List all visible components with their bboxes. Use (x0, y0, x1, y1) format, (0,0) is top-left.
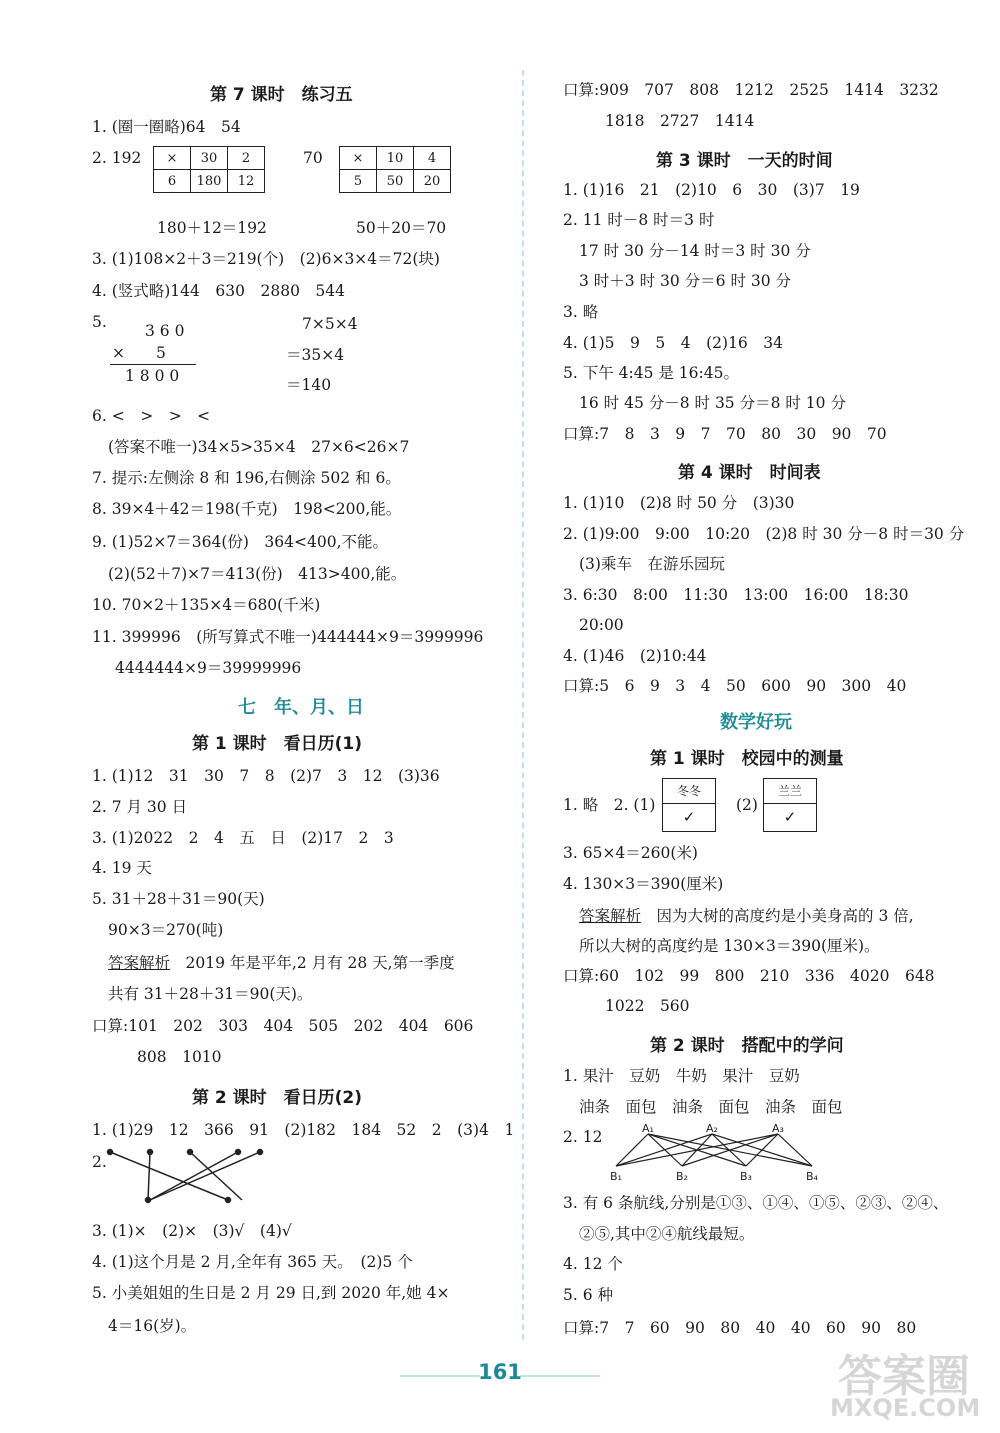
lesson-heading: 第 2 课时 看日历(2) (192, 1088, 363, 1108)
answer-line: 2. 7 月 30 日 (92, 798, 188, 816)
answer-line: (答案不唯一)34×5>35×4 27×6<26×7 (108, 438, 410, 456)
explanation-line: 共有 31＋28＋31＝90(天)。 (108, 985, 313, 1003)
calc-rule (110, 364, 196, 365)
mental-math-line: 1818 2727 1414 (605, 112, 755, 130)
answer-line: 5. 6 种 (563, 1286, 614, 1304)
answer-line: 3. 略 (563, 303, 599, 321)
check-icon: ✓ (682, 808, 696, 826)
point-label: A₁ (642, 1122, 654, 1135)
answer-line: 5. 下午 4:45 是 16:45。 (563, 364, 739, 382)
point-label: A₃ (772, 1122, 784, 1135)
answer-line: 16 时 45 分－8 时 35 分＝8 时 10 分 (579, 394, 846, 412)
equation: 50＋20＝70 (356, 219, 447, 237)
answer-analysis-tag: 答案解析 (579, 907, 642, 925)
name-box: 兰兰 ✓ (763, 778, 817, 832)
page-ornament (520, 1375, 600, 1377)
answer-line: 1. (1)10 (2)8 时 50 分 (3)30 (563, 494, 795, 512)
answer-line: 2. 192 (92, 149, 142, 167)
mental-math-line: 口算:7 7 60 90 80 40 40 60 90 80 (563, 1319, 917, 1337)
answer-line: 1. 果汁 豆奶 牛奶 果汁 豆奶 (563, 1067, 800, 1085)
lesson-heading: 第 1 课时 看日历(1) (192, 734, 363, 754)
mental-math-line: 口算:7 8 3 9 7 70 80 30 90 70 (563, 425, 887, 443)
answer-line: 1. (1)29 12 366 91 (2)182 184 52 2 (3)4 1 (92, 1121, 515, 1139)
answer-line: 4. (1)这个月是 2 月,全年有 365 天。 (2)5 个 (92, 1253, 413, 1271)
answer-line: 8. 39×4＋42＝198(千克) 198<200,能。 (92, 500, 402, 518)
multiplication-grid: × 30 2 6 180 12 (153, 146, 265, 193)
answer-line: (2)(52＋7)×7＝413(份) 413>400,能。 (108, 565, 407, 583)
answer-line: 70 (303, 149, 323, 167)
unit-title: 数学好玩 (720, 712, 792, 733)
column-divider (522, 70, 524, 1340)
answer-line: 2. (92, 1153, 107, 1171)
equation: 7×5×4 (302, 315, 358, 333)
answer-line: 3 时＋3 时 30 分＝6 时 30 分 (579, 272, 792, 290)
mental-math-line: 口算:909 707 808 1212 2525 1414 3232 (563, 81, 939, 99)
answer-line: 11. 399996 (所写算式不唯一)444444×9＝3999996 (92, 628, 484, 646)
answer-line: 3. (1)× (2)× (3)√ (4)√ (92, 1222, 292, 1240)
answer-line: 4＝16(岁)。 (108, 1317, 197, 1335)
point-label: A₂ (706, 1122, 718, 1135)
answer-analysis-tag: 答案解析 (108, 954, 171, 972)
answer-line: (2) (736, 796, 758, 814)
mental-math-line: 808 1010 (137, 1048, 222, 1066)
equation: ＝140 (286, 376, 332, 394)
answer-line: 2. 12 (563, 1128, 603, 1146)
answer-line: 4. 12 个 (563, 1255, 623, 1273)
point-label: B₁ (610, 1170, 622, 1182)
equation: 180＋12＝192 (157, 219, 267, 237)
answer-line: 3. 65×4＝260(米) (563, 844, 698, 862)
answer-line: 6. < > > < (92, 407, 211, 425)
lesson-heading: 第 1 课时 校园中的测量 (650, 749, 844, 769)
answer-line: 4. (1)5 9 5 4 (2)16 34 (563, 334, 784, 352)
answer-line: 5. (92, 313, 107, 331)
explanation-line: 答案解析 因为大树的高度约是小美身高的 3 倍, (579, 907, 914, 925)
explanation-line: 所以大树的高度约是 130×3＝390(厘米)。 (579, 937, 880, 955)
mental-math-line: 口算:5 6 9 3 4 50 600 90 300 40 (563, 677, 907, 695)
answer-line: 3. 有 6 条航线,分别是①③、①④、①⑤、②③、②④、 (563, 1194, 949, 1212)
answer-line: ②⑤,其中②④航线最短。 (579, 1225, 755, 1243)
lesson-heading: 第 2 课时 搭配中的学问 (650, 1036, 844, 1056)
lesson-heading: 第 3 课时 一天的时间 (656, 151, 833, 171)
answer-line: 2. (1)9:00 9:00 10:20 (2)8 时 30 分－8 时＝30 分 (563, 525, 965, 543)
vertical-calc: × 5 (112, 344, 166, 362)
answer-line: 5. 31＋28＋31＝90(天) (92, 890, 265, 908)
answer-line: 3. 6:30 8:00 11:30 13:00 16:00 18:30 (563, 586, 909, 604)
answer-line: 1. 略 2. (1) (563, 796, 656, 814)
matching-lines-diagram (104, 1146, 264, 1210)
answer-line: 7. 提示:左侧涂 8 和 196,右侧涂 502 和 6。 (92, 469, 401, 487)
point-label: B₂ (676, 1170, 688, 1182)
page-ornament (400, 1375, 480, 1377)
answer-line: (3)乘车 在游乐园玩 (579, 555, 725, 573)
explanation-line: 答案解析 2019 年是平年,2 月有 28 天,第一季度 (108, 954, 455, 972)
mental-math-line: 口算:60 102 99 800 210 336 4020 648 (563, 967, 935, 985)
point-label: B₄ (806, 1170, 818, 1182)
route-diagram (608, 1122, 828, 1182)
unit-title: 七 年、月、日 (238, 697, 364, 718)
answer-line: 4. (竖式略)144 630 2880 544 (92, 282, 346, 300)
answer-line: 3. (1)2022 2 4 五 日 (2)17 2 3 (92, 829, 394, 847)
lesson-heading: 第 7 课时 练习五 (210, 85, 353, 105)
watermark-url: MXQE.COM (830, 1394, 981, 1422)
page-number: 161 (478, 1360, 522, 1384)
answer-line: 90×3＝270(吨) (108, 921, 224, 939)
answer-line: 20:00 (579, 616, 624, 634)
multiplication-grid: × 10 4 5 50 20 (339, 146, 451, 193)
check-icon: ✓ (783, 808, 797, 826)
name-box: 冬冬 ✓ (662, 778, 716, 832)
answer-line: 4444444×9＝39999996 (115, 659, 302, 677)
answer-line: 10. 70×2＋135×4＝680(千米) (92, 596, 321, 614)
answer-line: 1. (1)16 21 (2)10 6 30 (3)7 19 (563, 181, 860, 199)
mental-math-line: 口算:101 202 303 404 505 202 404 606 (92, 1017, 474, 1035)
answer-line: 油条 面包 油条 面包 油条 面包 (579, 1098, 843, 1116)
watermark-logo: 答案圈 (838, 1351, 970, 1402)
answer-line: 5. 小美姐姐的生日是 2 月 29 日,到 2020 年,她 4× (92, 1284, 450, 1302)
answer-line: 9. (1)52×7＝364(份) 364<400,不能。 (92, 533, 389, 551)
answer-line: 17 时 30 分－14 时＝3 时 30 分 (579, 242, 811, 260)
answer-line: 2. 11 时－8 时＝3 时 (563, 211, 715, 229)
answer-line: 1. (1)12 31 30 7 8 (2)7 3 12 (3)36 (92, 767, 440, 785)
answer-line: 4. 130×3＝390(厘米) (563, 875, 724, 893)
mental-math-line: 1022 560 (605, 997, 690, 1015)
equation: ＝35×4 (286, 346, 345, 364)
vertical-calc: 3 6 0 (145, 322, 185, 340)
vertical-calc: 1 8 0 0 (125, 367, 180, 385)
lesson-heading: 第 4 课时 时间表 (678, 463, 821, 483)
answer-line: 3. (1)108×2＋3＝219(个) (2)6×3×4＝72(块) (92, 250, 440, 268)
answer-line: 1. (圈一圈略)64 54 (92, 118, 241, 136)
answer-line: 4. 19 天 (92, 859, 152, 877)
point-label: B₃ (740, 1170, 752, 1182)
answer-line: 4. (1)46 (2)10:44 (563, 647, 707, 665)
